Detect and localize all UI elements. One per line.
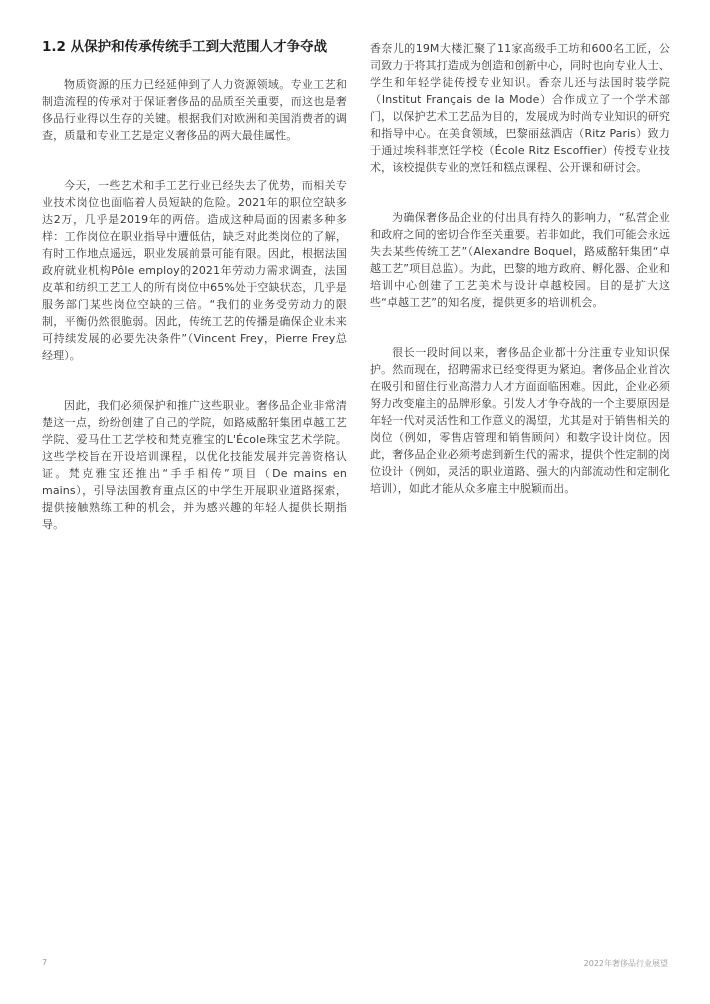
paragraph-material-pressure: 物质资源的压力已经延伸到了人力资源领域。专业工艺和制造流程的传承对于保证奢侈品的品质至关重要，而这也是奢侈品行业得以生存的关键。根据我们对欧洲和美国消费者的调查，质量和专业工艺是定义奢侈品的两大最佳属性。 [42,78,347,142]
paragraph-labor-shortage: 今天，一些艺术和手工艺行业已经失去了优势，而相关专业技术岗位也面临着人员短缺的危险。2021年的职位空缺多达2万，几乎是2019年的两倍。造成这种局面的因素多种多样：工作岗位在职业指导中遭低估，缺乏对此类岗位的了解，有时工作地点遥远，职业发展前景可能有限。因此，根据法国政府就业机构Pôle employ的2021年劳动力需求调查，法国皮革和纺织工艺工人的所有岗位中65%处于空缺状态，几乎是服务部门某些岗位空缺的三倍。“我们的业务受劳动力的限制，平衡仍然很脆弱。因此，传统工艺的传播是确保企业未来可持续发展的必要先决条件”（Vincent Frey，Pierre Frey总经理）。 [42,179,347,362]
report-title: 2022年奢侈品行业展望 [583,959,668,968]
right-column [370,40,670,530]
paragraph-academies: 因此，我们必须保护和推广这些职业。奢侈品企业非常清楚这一点，纷纷创建了自己的学院，如路威酩轩集团卓越工艺学院、爱马仕工艺学校和梵克雅宝的L'École珠宝艺术学院。这些学校旨在开设培训课程，以优化技能发展并完善资格认证。梵克雅宝还推出“手手相传”项目（De mains en mains），引导法国教育重点区的中学生开展职业道路探索，提供接触熟练工种的机会，并为感兴趣的年轻人提供长期指导。 [42,399,347,531]
paragraph-chanel: 香奈儿的19M大楼汇聚了11家高级手工坊和600名工匠，公司致力于将其打造成为创造和创新中心，同时也向专业人士、学生和年轻学徒传授专业知识。香奈儿还与法国时装学院（Institut Français de la Mode）合作成立了一个学术部门，以保护艺术工艺品为目的，发展成为时尚专业知识的研究和指导中心。在美食领域，巴黎丽兹酒店（Ritz Paris）致力于通过埃科菲烹饪学校（École Ritz Escoffier）传授专业技术，该校提供专业的烹饪和糕点课程、公开课和研讨会。 [370,42,670,174]
left-column [42,38,347,566]
page-number: 7 [42,958,48,967]
paragraph-talent-war: 很长一段时间以来，奢侈品企业都十分注重专业知识保护。然而现在，招聘需求已经变得更为紧迫。奢侈品企业首次在吸引和留住行业高潜力人才方面面临困难。因此，企业必须努力改变雇主的品牌形象。引发人才争夺战的一个主要原因是年轻一代对灵活性和工作意义的渴望，尤其是对于销售相关的岗位（例如，零售店管理和销售顾问）和数字设计岗位。因此，奢侈品企业必须考虑到新生代的需求，提供个性定制的岗位设计（例如，灵活的职业道路、强大的内部流动性和定制化培训），如此才能从众多雇主中脱颖而出。 [370,346,670,495]
section-heading: 1.2 从保护和传承传统手工到大范围人才争夺战 [42,39,328,55]
paragraph-cooperation: 为确保奢侈品企业的付出具有持久的影响力，“私营企业和政府之间的密切合作至关重要。若非如此，我们可能会永远失去某些传统工艺”（Alexandre Boquel，路威酩轩集团“卓越工艺”项目总监）。为此，巴黎的地方政府、孵化器、企业和培训中心创建了工艺美术与设计卓越校园。目的是扩大这些“卓越工艺”的知名度，提供更多的培训机会。 [370,211,670,309]
